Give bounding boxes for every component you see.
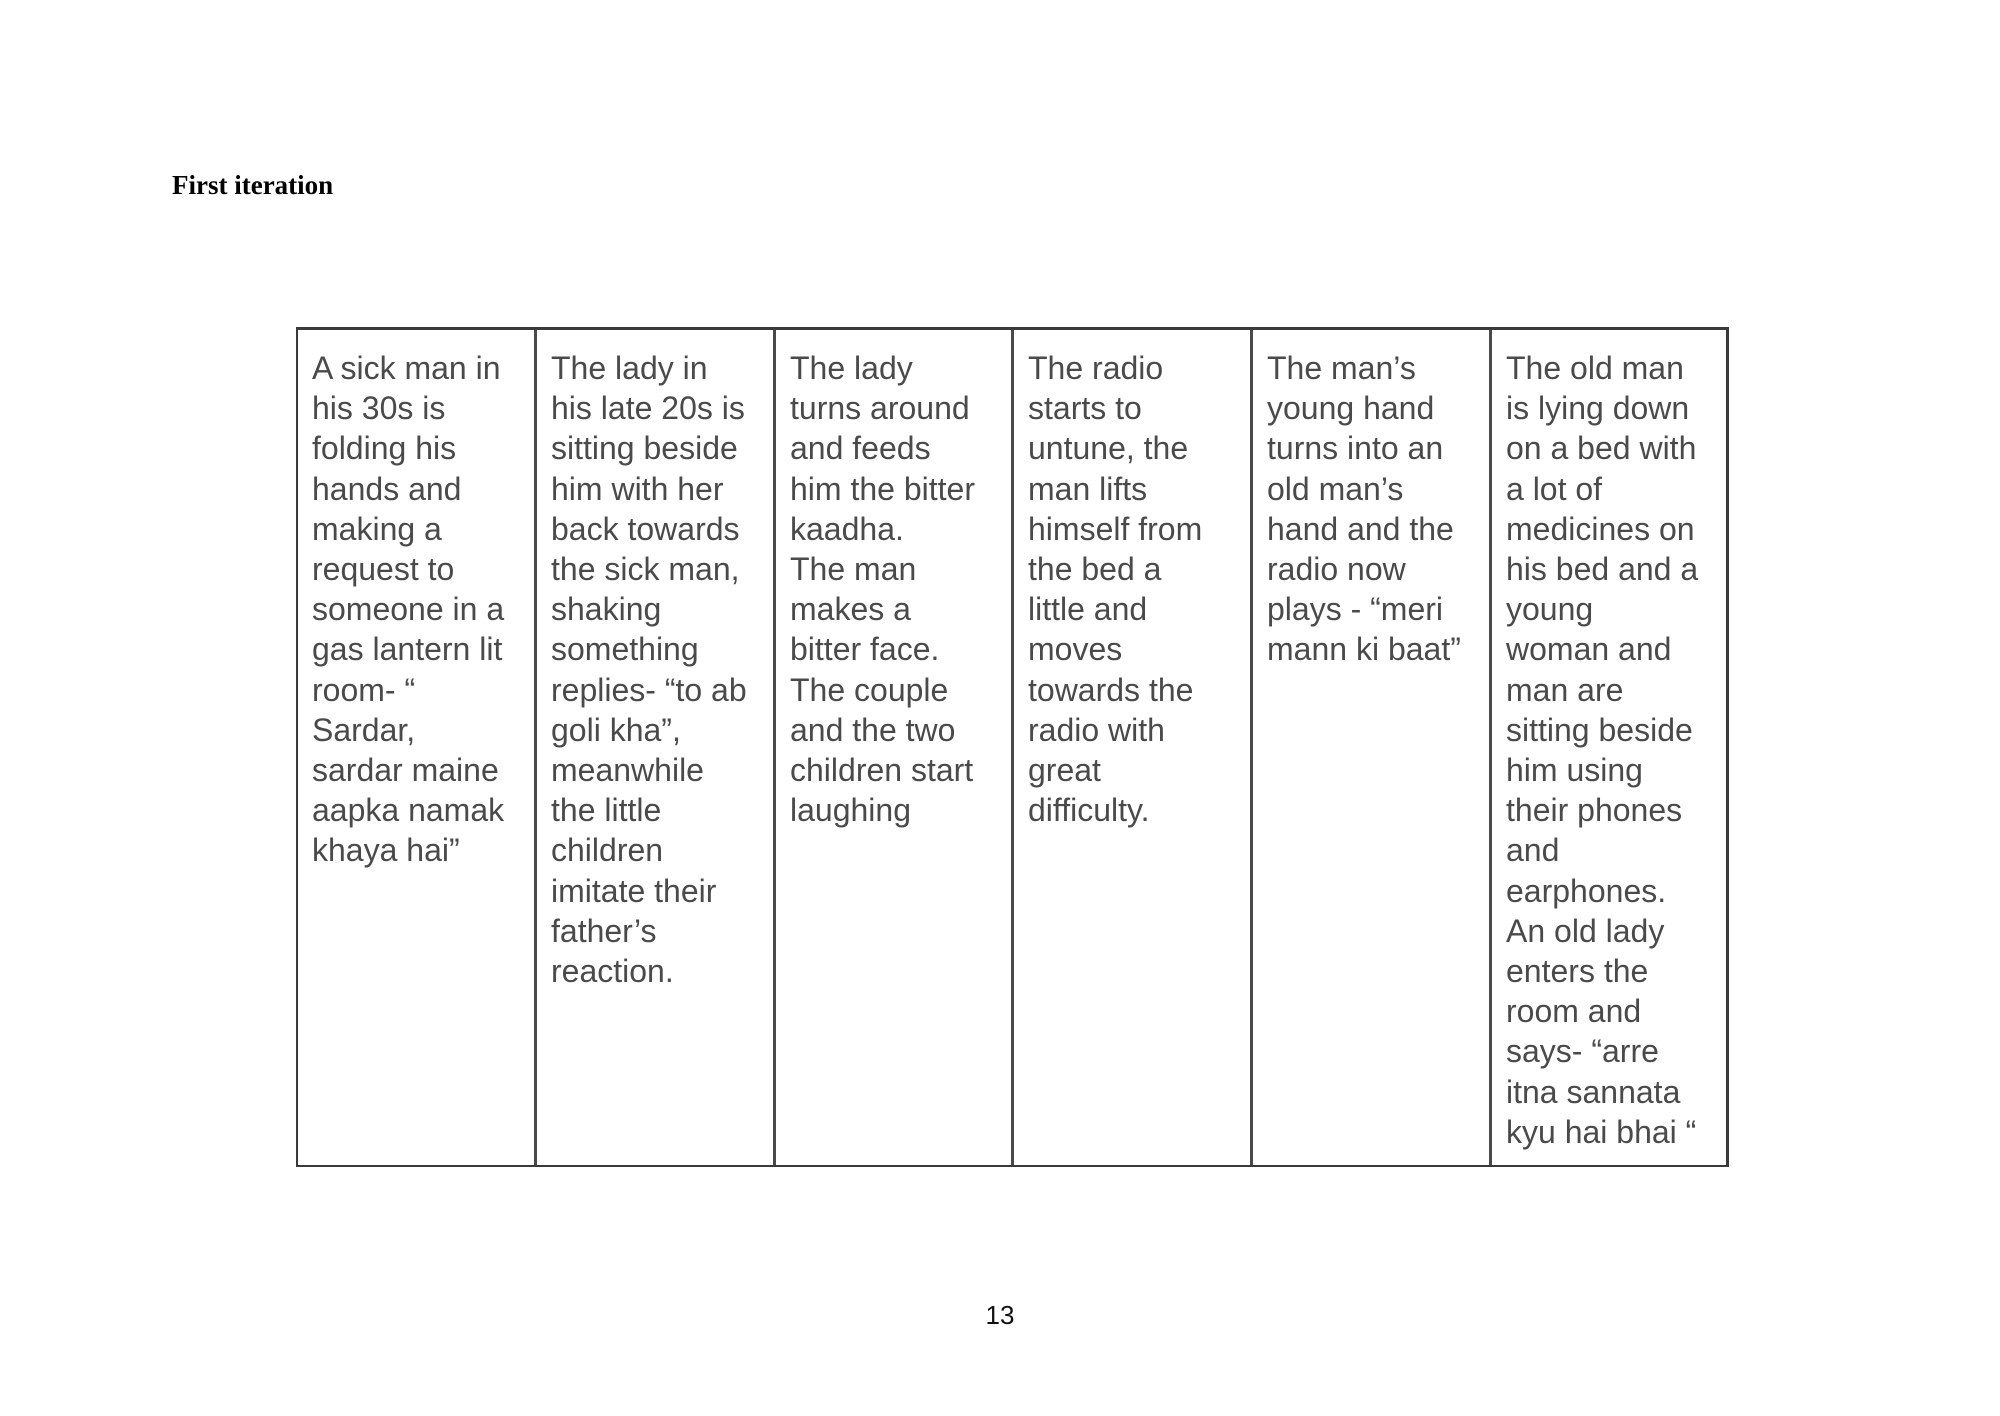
table-cell-1: A sick man in his 30s is folding his hands and making a request to someone in a gas lantern lit room- “ Sardar, sardar maine aapka namak khaya hai”: [298, 330, 537, 1165]
table-cell-3: The lady turns around and feeds him the bitter kaadha. The man makes a bitter face. The couple and the two children start laughing: [776, 330, 1014, 1165]
table-cell-4: The radio starts to untune, the man lifts himself from the bed a little and moves towards the radio with great difficulty.: [1014, 330, 1253, 1165]
table-cell-5: The man’s young hand turns into an old man’s hand and the radio now plays - “meri mann ki baat”: [1253, 330, 1492, 1165]
section-heading: First iteration: [172, 170, 334, 200]
table-cell-6: The old man is lying down on a bed with a lot of medicines on his bed and a young woman and man are sitting beside him using their phones and earphones. An old lady enters the room and says- “arre itna sannata kyu hai bhai “: [1506, 350, 1699, 1150]
page-number: 13: [985, 1300, 1015, 1330]
table-cell-2: The lady in his late 20s is sitting beside him with her back towards the sick man, shaking something replies- “to ab goli kha”, meanwhile the little children imitate their father’s reaction.: [537, 330, 776, 1165]
storyboard-table: [296, 327, 1729, 1167]
